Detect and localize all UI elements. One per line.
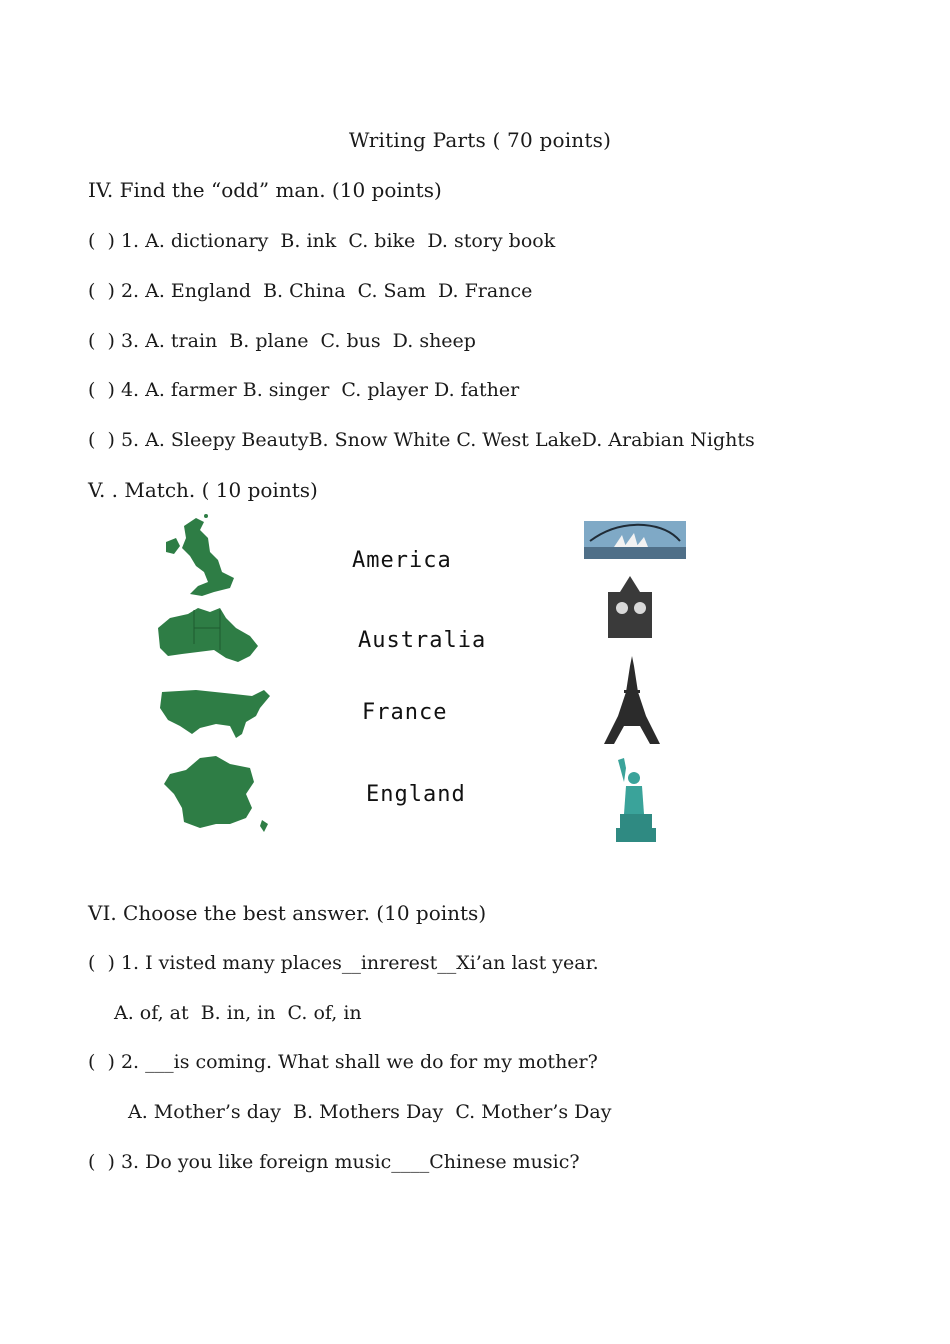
australia-map-icon: [154, 606, 262, 664]
sydney-opera-house-icon: [584, 521, 686, 559]
choice-question-3: ( ) 3. Do you like foreign music____Chinese music?: [88, 1151, 580, 1173]
section-6-heading: VI. Choose the best answer. (10 points): [88, 901, 487, 925]
odd-question-4: ( ) 4. A. farmer B. singer C. player D. father: [88, 379, 520, 401]
choice-question-1: ( ) 1. I visted many places__inrerest__Xi’an last year.: [88, 952, 599, 974]
country-france: France: [362, 700, 448, 725]
choice-question-2: ( ) 2. ___is coming. What shall we do for my mother?: [88, 1051, 598, 1073]
section-4-heading: IV. Find the “odd” man. (10 points): [88, 178, 442, 202]
statue-of-liberty-icon: [610, 758, 660, 842]
odd-question-5: ( ) 5. A. Sleepy BeautyB. Snow White C. West LakeD. Arabian Nights: [88, 429, 755, 451]
choice-question-1-options: A. of, at B. in, in C. of, in: [114, 1002, 362, 1024]
country-england: England: [366, 782, 466, 807]
section-5-heading: V. . Match. ( 10 points): [88, 478, 318, 502]
choice-question-2-options: A. Mother’s day B. Mothers Day C. Mother’s Day: [128, 1101, 612, 1123]
usa-map-icon: [156, 686, 272, 742]
odd-question-3: ( ) 3. A. train B. plane C. bus D. sheep: [88, 330, 476, 352]
eiffel-tower-icon: [602, 656, 662, 744]
uk-map-icon: [160, 512, 240, 600]
odd-question-1: ( ) 1. A. dictionary B. ink C. bike D. story book: [88, 230, 556, 252]
country-america: America: [352, 548, 452, 573]
big-ben-icon: [604, 576, 656, 638]
odd-question-2: ( ) 2. A. England B. China C. Sam D. France: [88, 280, 533, 302]
france-map-icon: [160, 754, 270, 834]
page-title: Writing Parts ( 70 points): [348, 128, 612, 152]
country-australia: Australia: [358, 628, 487, 653]
